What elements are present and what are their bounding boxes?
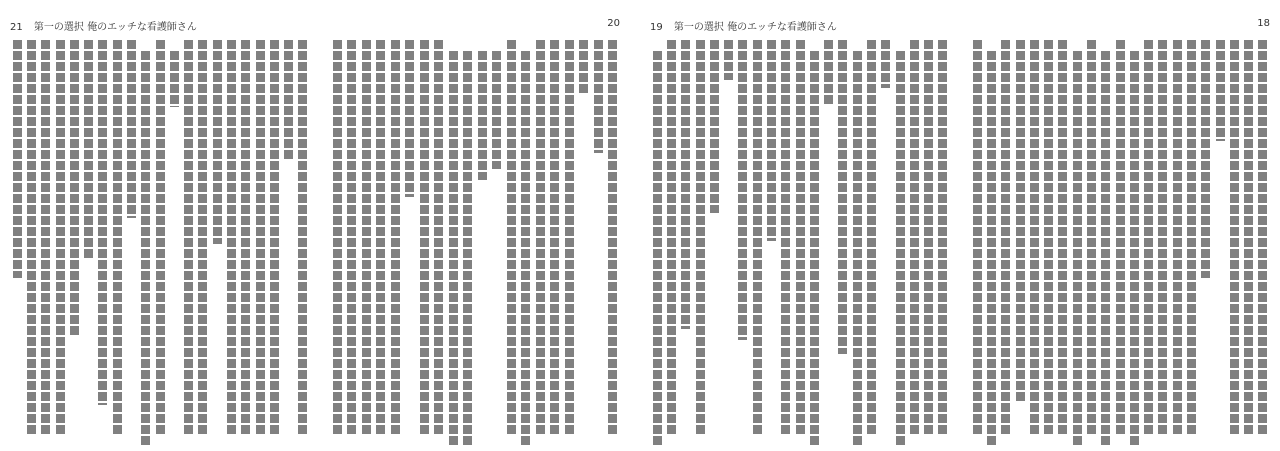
text-column <box>376 40 385 436</box>
running-title: 第一の選択 俺のエッチな看護師さん <box>33 22 197 33</box>
page-20 <box>330 0 620 451</box>
page-number: 18 <box>1257 18 1270 29</box>
text-column <box>1001 40 1010 436</box>
text-column <box>84 40 93 260</box>
body-text <box>10 40 310 440</box>
text-column <box>653 51 662 447</box>
text-column <box>881 40 890 88</box>
text-column <box>973 40 982 436</box>
text-column <box>284 40 293 160</box>
text-column <box>536 40 545 436</box>
text-column <box>987 51 996 447</box>
text-column <box>420 40 429 436</box>
body-text <box>330 40 620 440</box>
text-column <box>1058 40 1067 436</box>
text-column <box>1158 40 1167 436</box>
running-title: 第一の選択 俺のエッチな看護師さん <box>673 22 837 33</box>
text-column <box>810 51 819 447</box>
text-column <box>449 51 458 447</box>
body-text <box>970 40 1270 440</box>
text-column <box>56 40 65 436</box>
page-19 <box>650 0 950 451</box>
text-column <box>434 40 443 436</box>
text-column <box>1116 40 1125 436</box>
text-column <box>1044 40 1053 436</box>
text-column <box>1201 40 1210 278</box>
text-column <box>579 40 588 95</box>
text-column <box>594 40 603 153</box>
text-column <box>550 40 559 436</box>
text-column <box>1230 40 1239 436</box>
page-header <box>1257 18 1270 29</box>
text-column <box>781 40 790 436</box>
text-column <box>362 40 371 436</box>
text-column <box>478 51 487 180</box>
text-column <box>1087 40 1096 436</box>
text-column <box>213 40 222 244</box>
text-column <box>256 40 265 436</box>
text-column <box>724 40 733 80</box>
text-column <box>113 40 122 436</box>
text-column <box>1130 51 1139 447</box>
text-column <box>170 51 179 107</box>
text-column <box>241 40 250 436</box>
text-column <box>156 40 165 436</box>
text-column <box>608 40 617 436</box>
text-column <box>98 40 107 405</box>
text-column <box>391 40 400 436</box>
page-header <box>607 18 620 29</box>
text-column <box>1030 40 1039 436</box>
text-column <box>1144 40 1153 436</box>
text-column <box>1244 40 1253 436</box>
text-column <box>753 40 762 436</box>
text-column <box>1073 51 1082 447</box>
text-column <box>127 40 136 218</box>
text-column <box>938 40 947 436</box>
text-column <box>198 40 207 436</box>
text-column <box>184 40 193 436</box>
text-column <box>1101 51 1110 447</box>
text-column <box>565 40 574 436</box>
text-column <box>896 51 905 447</box>
text-column <box>924 40 933 436</box>
text-column <box>463 51 472 447</box>
text-column <box>492 51 501 169</box>
text-column <box>270 40 279 436</box>
text-column <box>1016 40 1025 401</box>
text-column <box>1173 40 1182 436</box>
page-header <box>650 18 837 33</box>
text-column <box>838 40 847 354</box>
text-column <box>681 40 690 329</box>
text-column <box>696 40 705 436</box>
text-column <box>521 51 530 447</box>
text-column <box>1258 40 1267 436</box>
text-column <box>347 40 356 436</box>
text-column <box>405 40 414 197</box>
text-column <box>13 40 22 278</box>
text-column <box>227 40 236 436</box>
text-column <box>1216 40 1225 141</box>
text-column <box>710 40 719 213</box>
page-number: 21 <box>10 22 23 33</box>
text-column <box>27 40 36 436</box>
text-column <box>867 40 876 436</box>
text-column <box>298 40 307 436</box>
text-column <box>507 40 516 436</box>
text-column <box>667 40 676 436</box>
text-column <box>1187 40 1196 436</box>
text-column <box>796 40 805 436</box>
text-column <box>333 40 342 436</box>
page-18 <box>970 0 1270 451</box>
text-column <box>824 40 833 106</box>
text-column <box>70 40 79 335</box>
text-column <box>738 40 747 340</box>
text-column <box>141 51 150 447</box>
text-column <box>767 40 776 241</box>
page-header <box>10 18 197 33</box>
page-number: 19 <box>650 22 663 33</box>
text-column <box>41 40 50 436</box>
text-column <box>910 40 919 436</box>
page-number: 20 <box>607 18 620 29</box>
body-text <box>650 40 950 440</box>
page-21 <box>10 0 310 451</box>
text-column <box>853 51 862 447</box>
